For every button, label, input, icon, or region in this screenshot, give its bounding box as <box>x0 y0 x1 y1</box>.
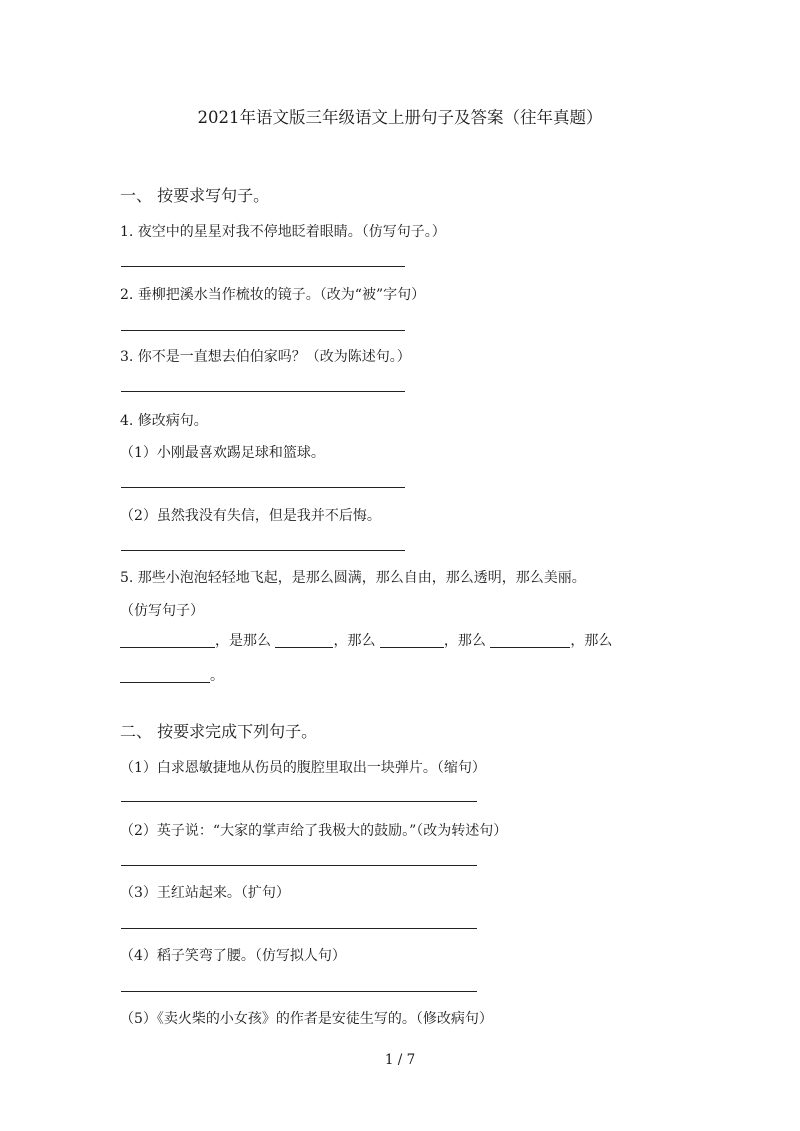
section-2-item-2: （2）英子说：“大家的掌声给了我极大的鼓励。”（改为转述句） <box>120 823 508 839</box>
question-5: 5. 那些小泡泡轻轻地飞起，是那么圆满，那么自由，那么透明，那么美丽。 <box>120 570 586 586</box>
answer-line-q2[interactable] <box>121 330 405 331</box>
fill-blank-5[interactable] <box>120 666 210 683</box>
question-2: 2. 垂柳把溪水当作梳妆的镜子。（改为“被”字句） <box>120 287 426 303</box>
answer-line-s2-1[interactable] <box>121 801 477 802</box>
answer-line-s2-2[interactable] <box>121 865 477 866</box>
question-5-note: （仿写句子） <box>120 603 204 619</box>
fill-text-end: 。 <box>210 668 224 684</box>
document-title: 2021年语文版三年级语文上册句子及答案（往年真题） <box>197 108 603 127</box>
question-3: 3. 你不是一直想去伯伯家吗？（改为陈述句。） <box>120 349 411 365</box>
section-2-item-4: （4）稻子笑弯了腰。（仿写拟人句） <box>120 948 346 964</box>
answer-line-q4-2[interactable] <box>121 550 405 551</box>
question-4-1: （1）小刚最喜欢踢足球和篮球。 <box>120 445 325 461</box>
question-5-fill-row-2 <box>120 665 224 685</box>
section-2-item-3: （3）王红站起来。（扩句） <box>120 885 290 901</box>
fill-text-1: ，是那么 <box>215 633 271 649</box>
answer-line-q3[interactable] <box>121 391 405 392</box>
answer-line-s2-4[interactable] <box>121 991 477 992</box>
fill-blank-2[interactable] <box>275 631 333 648</box>
fill-blank-1[interactable] <box>120 631 215 648</box>
answer-line-q4-1[interactable] <box>121 487 405 488</box>
answer-line-s2-3[interactable] <box>121 928 477 929</box>
section-2-item-1: （1）白求恩敏捷地从伤员的腹腔里取出一块弹片。（缩句） <box>120 760 486 776</box>
answer-line-q1[interactable] <box>121 266 405 267</box>
question-5-fill-row <box>120 630 612 650</box>
fill-blank-4[interactable] <box>490 631 570 648</box>
section-2-heading: 二、 按要求完成下列句子。 <box>120 722 318 741</box>
fill-text-3: ，那么 <box>443 633 486 649</box>
fill-blank-3[interactable] <box>380 631 444 648</box>
fill-text-4: ，那么 <box>570 633 613 649</box>
fill-text-2: ，那么 <box>333 633 376 649</box>
question-4: 4. 修改病句。 <box>120 413 208 429</box>
page-number: 1 / 7 <box>384 1052 416 1068</box>
section-2-item-5: （5）《卖火柴的小女孩》的作者是安徒生写的。（修改病句） <box>120 1011 493 1027</box>
question-4-2: （2）虽然我没有失信，但是我并不后悔。 <box>120 508 381 524</box>
section-1-heading: 一、 按要求写句子。 <box>120 186 270 205</box>
question-1: 1. 夜空中的星星对我不停地眨着眼睛。（仿写句子。） <box>120 224 446 240</box>
